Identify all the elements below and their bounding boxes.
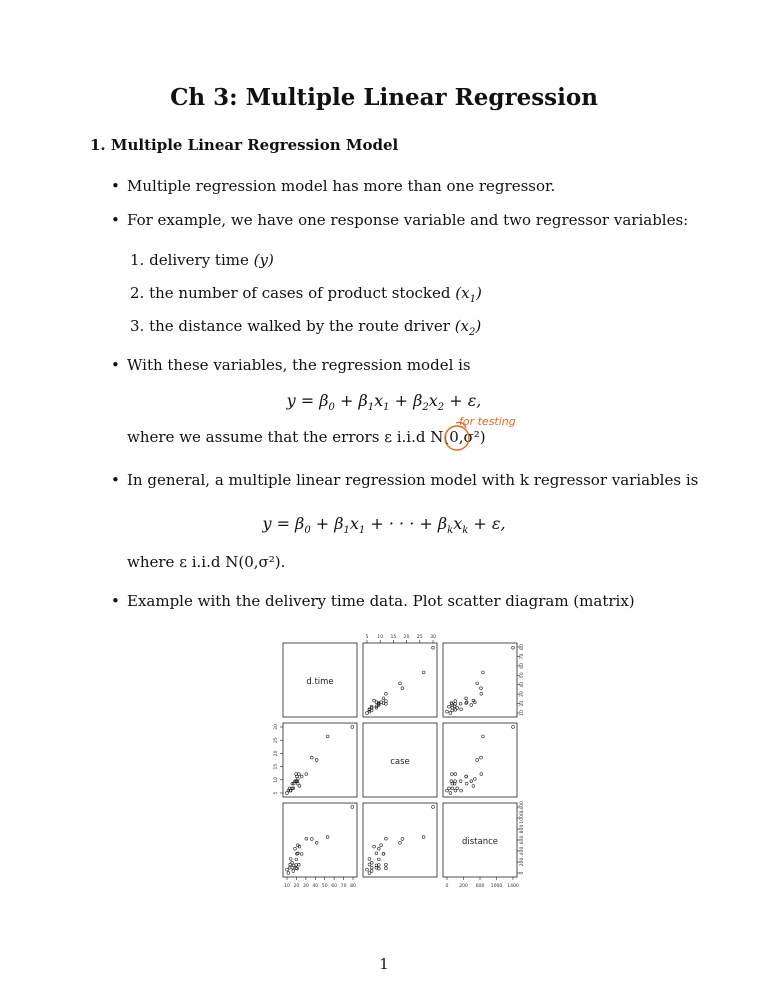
data-point [399,841,402,844]
data-point [289,863,292,866]
tick-label: 60 [331,884,338,889]
tick-label: 600 [520,835,525,845]
list-text: delivery time [149,251,249,269]
tick-label: 600 [475,884,485,889]
list-text: the distance walked by the route driver [149,317,450,335]
data-point [310,756,313,759]
tick-label: 10 [520,710,525,716]
data-point [296,852,299,855]
tick-label: 5 [365,635,369,640]
tick-label: 80 [350,884,356,889]
bullet-icon: • [111,592,120,610]
data-point [454,708,457,711]
list-number: 3. [130,317,145,335]
data-point [401,838,404,841]
tick-label: 20 [274,750,279,757]
list-number: 1. [130,251,145,269]
variable-label: d.time [306,677,334,687]
data-point [289,858,292,861]
paragraph-errors [127,428,486,446]
data-point [305,773,308,776]
bullet-icon: • [111,471,120,489]
data-point [512,726,515,729]
list-item [130,284,482,305]
panel-frame [363,803,437,877]
circled-normal: N [430,428,444,446]
data-point [368,872,371,875]
data-point [291,861,294,864]
bullet-text: With these variables, the regression model is [127,356,471,374]
data-point [512,646,515,649]
data-point [370,861,373,864]
data-point [399,682,402,685]
data-point [465,775,468,778]
data-point [459,702,462,705]
data-point [370,866,373,869]
tick-label: 200 [459,884,468,889]
data-point [422,671,425,674]
tick-label: 25 [274,737,279,744]
paragraph-text: where ε i.i.d N(0,σ²). [127,553,286,571]
tick-label: 40 [312,884,319,889]
paragraph-text: where we assume that the errors ε i.i.d [127,428,426,446]
data-point [432,806,435,809]
data-point [315,759,318,762]
tick-label: 200 [520,857,525,867]
data-point [449,712,452,715]
data-point [465,697,468,700]
page-title: Ch 3: Multiple Linear Regression [170,84,598,111]
list-number: 2. [130,284,145,302]
panel-frame [443,643,517,717]
data-point [446,789,449,792]
data-point [326,735,329,738]
bullet-text: For example, we have one response variable and two regressor variables: [127,211,689,229]
data-point [460,708,463,711]
data-point [326,836,329,839]
variable-label: case [390,757,410,767]
bullet-text: In general, a multiple linear regression model with k regressor variables is [127,471,699,489]
data-point [385,867,388,870]
data-point [459,780,462,783]
data-point [310,838,313,841]
tick-label: 1400 [507,884,519,889]
data-point [451,787,454,790]
panel-frame [283,723,357,797]
equation: $y = \beta_0 + \beta_1x_1 + \beta_2x_2 + \varepsilon$, [286,391,482,414]
data-point [460,789,463,792]
tick-label: 1400 [520,801,525,813]
scatterplot-matrix [250,625,540,895]
handwritten-annotation: for testing [459,415,516,428]
data-point [472,785,475,788]
data-point [366,868,369,871]
data-point [450,773,453,776]
tick-label: 70 [520,653,525,660]
data-point [377,847,380,850]
tick-label: 10 [274,776,279,783]
list-variable: (y) [253,251,274,269]
data-point [446,710,449,713]
data-point [473,778,476,781]
data-point [287,872,290,875]
tick-label: 0 [445,884,449,889]
tick-label: 5 [274,791,279,795]
tick-label: 80 [520,644,525,650]
data-point [451,709,454,712]
data-point [422,836,425,839]
data-point [480,692,483,695]
tick-label: 400 [520,846,525,856]
bullet-icon: • [111,177,120,195]
data-point [298,773,301,776]
data-point [380,844,383,847]
data-point [449,792,452,795]
data-point [456,787,459,790]
tick-label: 30 [430,635,436,640]
tick-label: 10 [284,884,290,889]
tick-label: 70 [340,884,347,889]
equation: $y = \beta_0 + \beta_1x_1$ + · · · + $\beta_kx_k + \varepsilon$, [262,514,506,537]
data-point [480,756,483,759]
paragraph-text: (0,σ²) [443,428,486,446]
data-point [401,687,404,690]
data-point [456,707,459,710]
tick-label: 20 [403,635,410,640]
data-point [315,841,318,844]
data-point [385,692,388,695]
data-point [465,702,468,705]
tick-label: 30 [302,884,309,889]
tick-label: 30 [274,724,279,730]
data-point [305,837,308,840]
tick-label: 50 [520,672,525,679]
tick-label: 30 [520,691,525,698]
data-point [300,775,303,778]
list-variable: $(x_2)$ [454,317,482,338]
tick-label: 0 [520,871,525,875]
data-point [294,847,297,850]
tick-label: 15 [274,763,279,770]
data-point [385,837,388,840]
tick-label: 1000 [490,884,503,889]
data-point [432,646,435,649]
tick-label: 1000 [520,812,525,824]
data-point [298,863,301,866]
data-point [480,687,483,690]
data-point [382,852,385,855]
data-point [375,852,378,855]
data-point [454,773,457,776]
list-variable: $(x_1)$ [455,284,482,305]
tick-label: 20 [293,884,300,889]
tick-label: 15 [390,635,397,640]
panel-frame [363,643,437,717]
section-heading: 1. Multiple Linear Regression Model [90,136,399,154]
data-point [476,682,479,685]
data-point [288,866,291,869]
data-point [448,705,451,708]
data-point [373,845,376,848]
tick-label: 25 [416,635,423,640]
tick-label: 40 [520,681,525,688]
tick-label: 20 [520,700,525,707]
variable-label: distance [461,837,499,847]
panel-frame [443,723,517,797]
list-text: the number of cases of product stocked [149,284,451,302]
tick-label: 50 [321,884,328,889]
data-point [465,782,468,785]
data-point [351,806,354,809]
tick-label: 60 [520,662,525,669]
data-point [286,868,289,871]
data-point [476,759,479,762]
page-number: 1 [379,955,389,973]
bullet-icon: • [111,356,120,374]
data-point [377,858,380,861]
list-item [130,251,274,269]
data-point [470,780,473,783]
data-point [482,671,485,674]
data-point [382,697,385,700]
data-point [300,853,303,856]
list-item [130,317,481,338]
bullet-icon: • [111,211,120,229]
data-point [292,870,295,873]
data-point [470,704,473,707]
data-point [351,726,354,729]
data-point [482,735,485,738]
bullet-text: Example with the delivery time data. Plot scatter diagram (matrix) [127,592,635,610]
tick-label: 10 [377,635,384,640]
bullet-text: Multiple regression model has more than one regressor. [127,177,556,195]
data-point [368,858,371,861]
tick-label: 800 [520,824,525,834]
data-point [480,773,483,776]
data-point [385,700,388,703]
data-point [295,858,298,861]
data-point [454,700,457,703]
data-point [385,863,388,866]
panel-frame [283,803,357,877]
